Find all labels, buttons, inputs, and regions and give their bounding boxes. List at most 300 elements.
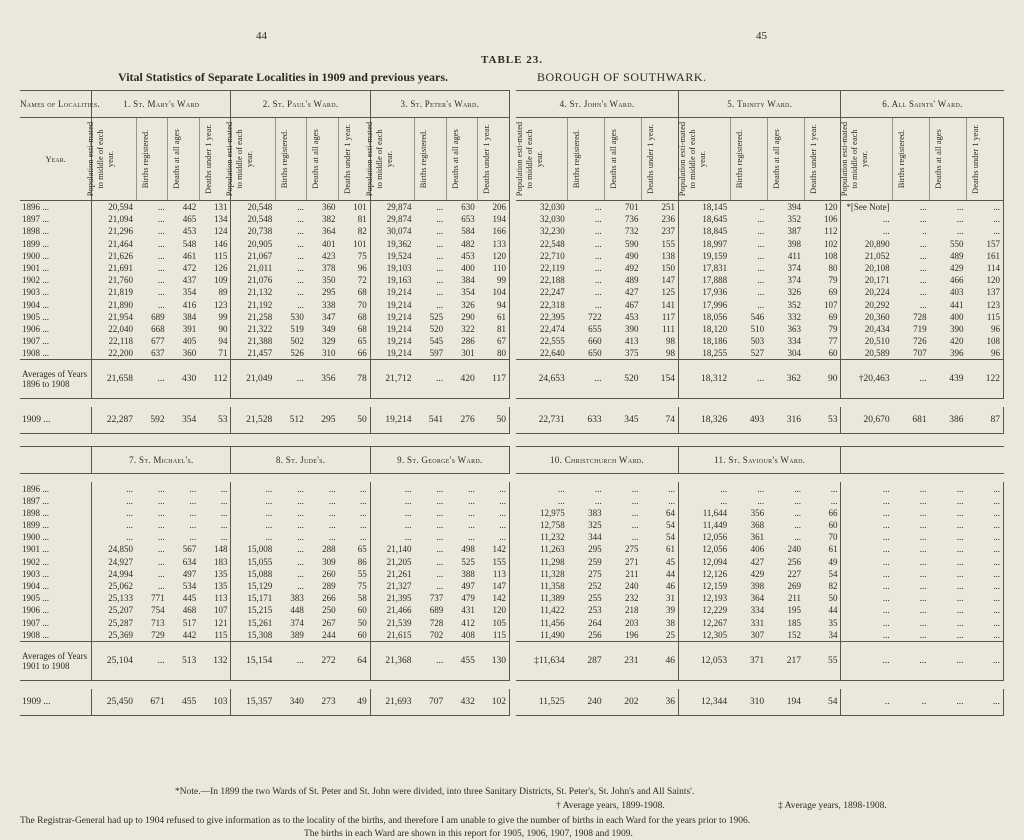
table-cell: ... xyxy=(882,532,890,543)
table-cell: 21,192 xyxy=(247,299,273,310)
table-cell: ... xyxy=(468,507,475,518)
footnote-births-shown: The births in each Ward are shown in this report for 1905, 1906, 1907, 1908 and 1909. xyxy=(304,829,633,839)
table-cell: 32,030 xyxy=(539,214,565,225)
table-cell: ... xyxy=(157,581,165,592)
table-row xyxy=(20,262,510,274)
year-cell: 1896 ... xyxy=(20,201,92,214)
table-cell: 19,214 xyxy=(386,311,412,322)
table-cell: 467 xyxy=(625,299,639,310)
year-cell: 1899 ... xyxy=(20,238,92,250)
table-cell: 31 xyxy=(642,592,679,604)
table-cell: ... xyxy=(794,507,801,518)
table-cell: ... xyxy=(339,531,371,543)
averages-cell: 287 xyxy=(568,641,605,680)
table-cell: 406 xyxy=(750,544,765,555)
table-row xyxy=(20,617,510,629)
table-cell: 22,287 xyxy=(92,407,136,434)
table-cell: ... xyxy=(882,581,890,592)
averages-cell: ... xyxy=(966,641,1003,680)
year-cell: 1908 ... xyxy=(20,629,92,642)
column-header-label: Deaths under 1 year. xyxy=(202,123,213,194)
table-cell: ... xyxy=(919,214,927,225)
table-cell: 50 xyxy=(339,617,371,629)
table-cell: 22,474 xyxy=(539,323,565,334)
column-header-label: Deaths under 1 year. xyxy=(807,123,818,194)
table-cell: ... xyxy=(297,532,304,543)
ward-name: 6. All Saints' Ward. xyxy=(841,91,1004,118)
year-header: Year. xyxy=(20,118,92,201)
table-cell: ... xyxy=(478,495,510,507)
table-cell: 21,011 xyxy=(247,263,273,274)
averages-cell: 272 xyxy=(307,641,339,680)
table-cell: 259 xyxy=(588,556,602,567)
averages-cell: 439 xyxy=(930,360,967,399)
table-cell: ... xyxy=(339,495,371,507)
table-row xyxy=(20,225,510,237)
table-cell: 82 xyxy=(804,580,841,592)
table-cell: 113 xyxy=(478,568,510,580)
table-cell: 309 xyxy=(322,556,336,567)
table-cell: 21,528 xyxy=(231,407,275,434)
table-cell: 344 xyxy=(588,532,602,543)
table-cell: 115 xyxy=(967,311,1004,323)
table-cell: ... xyxy=(882,520,890,531)
ward-header-row xyxy=(516,91,1004,118)
table-cell: ... xyxy=(956,568,964,579)
table-cell: 81 xyxy=(478,323,510,335)
table-cell: 195 xyxy=(787,605,801,616)
table-cell: ... xyxy=(882,226,890,237)
column-header xyxy=(136,118,168,201)
year-cell: 1899 ... xyxy=(20,519,92,531)
table-cell: 331 xyxy=(750,617,765,628)
table-cell: ... xyxy=(804,482,841,494)
table-cell: 64 xyxy=(642,507,679,519)
table-cell: 420 xyxy=(950,336,964,347)
ward-name: 3. St. Peter's Ward. xyxy=(370,91,509,118)
table-cell: 68 xyxy=(339,323,371,335)
table-cell: ... xyxy=(882,593,890,604)
ward-name: 1. St. Mary's Ward xyxy=(92,91,231,118)
table-cell: ... xyxy=(956,483,964,494)
table-cell: ... xyxy=(468,495,475,506)
table-cell: 12,975 xyxy=(539,507,565,518)
year-cell: 1903 ... xyxy=(20,568,92,580)
tables-row xyxy=(20,446,1004,715)
table-cell: 590 xyxy=(625,238,639,249)
table-cell: 519 xyxy=(290,323,304,334)
ward-header-row xyxy=(516,447,1004,474)
table-cell: 138 xyxy=(642,250,679,262)
table-cell: 405 xyxy=(182,336,197,347)
column-header-label: Births registered. xyxy=(418,129,428,188)
table-row xyxy=(20,274,510,286)
table-cell: 520 xyxy=(429,323,444,334)
table-cell: ... xyxy=(328,507,336,518)
averages-cell: 90 xyxy=(804,360,841,399)
column-header xyxy=(224,118,275,201)
ward-name: 2. St. Paul's Ward. xyxy=(231,91,370,118)
table-cell: ... xyxy=(157,238,165,249)
table-cell: 541 xyxy=(415,407,447,434)
table-cell: 60 xyxy=(339,629,371,642)
table-row xyxy=(20,250,510,262)
table-cell: ... xyxy=(882,605,890,616)
table-cell: 368 xyxy=(750,520,765,531)
spacer-row xyxy=(516,399,1004,408)
table-cell: 147 xyxy=(642,274,679,286)
table-cell: 349 xyxy=(322,323,336,334)
table-cell: 75 xyxy=(339,250,371,262)
table-cell: ... xyxy=(339,482,371,494)
averages-cell: ... xyxy=(275,360,307,399)
table-cell: 384 xyxy=(461,275,475,286)
table-cell: 22,395 xyxy=(539,311,565,322)
table-cell: ... xyxy=(297,214,304,225)
averages-cell: 12,053 xyxy=(678,641,730,680)
table-cell: ... xyxy=(956,520,964,531)
table-cell: 24,850 xyxy=(108,544,134,555)
table-cell: 329 xyxy=(322,336,336,347)
table-cell: ... xyxy=(265,495,273,506)
table-cell: 332 xyxy=(787,311,802,322)
column-header xyxy=(415,118,447,201)
table-cell: 101 xyxy=(339,238,371,250)
column-header xyxy=(930,118,967,201)
table-cell: 102 xyxy=(478,689,510,716)
column-header-label: Deaths at all ages xyxy=(770,128,781,189)
table-cell: ... xyxy=(956,617,964,628)
table-cell: 54 xyxy=(642,531,679,543)
column-header xyxy=(767,118,804,201)
table-row xyxy=(20,556,510,568)
table-cell: 20,224 xyxy=(864,287,890,298)
table-cell: 17,996 xyxy=(702,299,728,310)
spacer-row xyxy=(20,680,510,689)
table-cell: ... xyxy=(594,483,602,494)
table-row xyxy=(516,580,1004,592)
column-header xyxy=(642,118,679,201)
table-cell: 108 xyxy=(967,335,1004,347)
table-cell: 401 xyxy=(322,238,336,249)
table-row xyxy=(516,556,1004,568)
table-cell: 310 xyxy=(730,689,767,716)
table-cell: 21,539 xyxy=(386,617,412,628)
ward-name: 10. Christchurch Ward. xyxy=(516,447,678,474)
averages-cell: ... xyxy=(930,641,967,680)
table-cell: ... xyxy=(265,483,273,494)
table-cell: 30,074 xyxy=(386,226,412,237)
table-cell: 493 xyxy=(730,407,767,434)
table-cell: ... xyxy=(157,226,165,237)
table-cell: 360 xyxy=(182,348,197,359)
table-cell: 25,287 xyxy=(108,617,134,628)
table-cell: 489 xyxy=(625,275,639,286)
table-cell: 429 xyxy=(750,568,765,579)
ward-name: 5. Trinity Ward. xyxy=(678,91,840,118)
table-cell: ... xyxy=(557,495,565,506)
averages-cell: ... xyxy=(893,641,930,680)
column-header xyxy=(605,118,642,201)
table-cell: 71 xyxy=(199,347,231,360)
table-cell: 18,645 xyxy=(702,214,728,225)
table-cell: 736 xyxy=(625,214,639,225)
table-cell: 22,200 xyxy=(108,348,134,359)
table-cell: ... xyxy=(478,519,510,531)
table-cell: ... xyxy=(436,556,444,567)
table-cell: 413 xyxy=(625,336,639,347)
table-cell: 630 xyxy=(461,202,475,213)
table-cell: 256 xyxy=(787,556,801,567)
table-cell: 19,214 xyxy=(386,323,412,334)
averages-cell: ... xyxy=(275,641,307,680)
table-cell: ... xyxy=(199,507,231,519)
averages-cell: 455 xyxy=(446,641,478,680)
year-cell: 1902 ... xyxy=(20,556,92,568)
table-row xyxy=(516,323,1004,335)
table-cell: 352 xyxy=(787,214,802,225)
table-cell: 19,214 xyxy=(386,299,412,310)
column-header-label: Deaths at all ages xyxy=(310,128,321,189)
table-cell: 22,555 xyxy=(539,336,565,347)
table-cell: 142 xyxy=(478,592,510,604)
table-cell: 72 xyxy=(339,274,371,286)
table-cell: 166 xyxy=(478,225,510,237)
table-cell: 25,207 xyxy=(108,605,134,616)
table-cell: 17,936 xyxy=(702,287,728,298)
table-cell: 20,594 xyxy=(108,202,134,213)
table-cell: 80 xyxy=(804,262,841,274)
table-cell: 21,691 xyxy=(108,263,134,274)
table-cell: 69 xyxy=(804,311,841,323)
table-cell: 12,344 xyxy=(678,689,730,716)
column-header-label: Deaths under 1 year. xyxy=(970,123,980,194)
column-header-label: Population esti-mated to middle of each year. xyxy=(224,121,255,196)
year-cell: 1898 ... xyxy=(20,225,92,237)
table-cell: 55 xyxy=(339,568,371,580)
table-cell: 124 xyxy=(199,225,231,237)
table-cell: 482 xyxy=(461,238,475,249)
table-cell: 11,328 xyxy=(540,568,565,579)
table-cell: 396 xyxy=(950,348,964,359)
table-cell: 12,758 xyxy=(539,520,565,531)
table-cell: 423 xyxy=(322,250,336,261)
table-cell: 356 xyxy=(750,507,765,518)
table-cell: 58 xyxy=(339,592,371,604)
table-cell: 39 xyxy=(642,604,679,616)
column-header xyxy=(363,118,414,201)
averages-row xyxy=(20,641,510,680)
table-cell: 53 xyxy=(804,407,841,434)
table-cell: 707 xyxy=(913,348,927,359)
table-cell: 11,389 xyxy=(540,593,565,604)
table-cell: 637 xyxy=(151,348,165,359)
table-cell: 726 xyxy=(913,336,927,347)
table-cell: 61 xyxy=(642,543,679,555)
table-cell: ... xyxy=(404,532,412,543)
table-cell: 18,145 xyxy=(702,202,728,213)
table-cell: ... xyxy=(956,605,964,616)
table-cell: 442 xyxy=(182,202,197,213)
year-cell: 1907 ... xyxy=(20,335,92,347)
table-cell: 155 xyxy=(642,238,679,250)
table-cell: 19,103 xyxy=(386,263,412,274)
ward-name: 11. St. Saviour's Ward. xyxy=(678,447,840,474)
table-cell: ... xyxy=(956,214,964,225)
table-cell: ... xyxy=(966,531,1003,543)
table-cell: 79 xyxy=(804,274,841,286)
table-cell: 411 xyxy=(787,250,802,261)
averages-cell: 520 xyxy=(605,360,642,399)
table-cell: 183 xyxy=(199,556,231,568)
table-cell: ... xyxy=(594,226,602,237)
table-cell: 106 xyxy=(804,213,841,225)
table-cell: ... xyxy=(919,617,927,628)
averages-cell: ... xyxy=(730,360,767,399)
ward-name: 7. St. Michael's. xyxy=(92,447,231,474)
table-cell: 295 xyxy=(307,407,339,434)
table-row xyxy=(516,347,1004,360)
table-cell: 123 xyxy=(199,299,231,311)
table-cell: 22,640 xyxy=(539,348,565,359)
table-cell: 490 xyxy=(625,250,639,261)
table-cell: ... xyxy=(966,519,1003,531)
table-cell: ... xyxy=(956,593,964,604)
column-header xyxy=(568,118,605,201)
table-cell: 114 xyxy=(967,262,1004,274)
table-cell: 68 xyxy=(339,311,371,323)
year-1909-row xyxy=(20,407,510,434)
table-cell: 18,326 xyxy=(678,407,730,434)
table-cell: 107 xyxy=(199,604,231,616)
table-cell: 634 xyxy=(182,556,197,567)
ward-name xyxy=(841,447,1004,474)
top-left-table xyxy=(20,90,510,434)
table-cell: 19,214 xyxy=(386,348,412,359)
table-cell: ... xyxy=(966,604,1003,616)
column-header xyxy=(168,118,200,201)
averages-cell: 420 xyxy=(446,360,478,399)
table-cell: ... xyxy=(594,263,602,274)
year-cell: 1902 ... xyxy=(20,274,92,286)
table-cell: 18,255 xyxy=(702,348,728,359)
table-cell: 75 xyxy=(339,580,371,592)
year-cell: 1909 ... xyxy=(20,689,92,716)
table-cell: 390 xyxy=(625,323,639,334)
table-cell: ... xyxy=(265,532,273,543)
table-cell: ... xyxy=(157,275,165,286)
table-cell: 408 xyxy=(461,629,475,640)
table-cell: ... xyxy=(436,507,444,518)
table-cell: 527 xyxy=(750,348,765,359)
table-cell: ... xyxy=(966,507,1003,519)
table-cell: 21,626 xyxy=(108,250,134,261)
table-cell: 429 xyxy=(950,263,964,274)
table-cell: 32,230 xyxy=(539,226,565,237)
table-cell: 307 xyxy=(750,629,765,640)
table-cell: 44 xyxy=(804,604,841,616)
table-cell: ... xyxy=(157,495,165,506)
table-cell: ... xyxy=(631,495,639,506)
column-header-label: Births registered. xyxy=(571,129,582,188)
table-row xyxy=(20,519,510,531)
column-header xyxy=(478,118,510,201)
table-cell: 503 xyxy=(750,336,765,347)
table-cell: ... xyxy=(157,507,165,518)
table-cell: ... xyxy=(757,263,765,274)
year-cell: 1908 ... xyxy=(20,347,92,360)
table-cell: 135 xyxy=(199,568,231,580)
table-row xyxy=(516,495,1004,507)
table-cell: ... xyxy=(126,483,134,494)
table-cell: 11,644 xyxy=(702,507,728,518)
table-cell: 36 xyxy=(642,689,679,716)
table-cell: 21,760 xyxy=(108,275,134,286)
table-cell: 227 xyxy=(787,568,801,579)
table-cell: 340 xyxy=(275,689,307,716)
table-cell: 20,171 xyxy=(864,275,890,286)
table-cell: 11,358 xyxy=(540,581,565,592)
table-cell: 19,163 xyxy=(386,275,412,286)
table-cell: 338 xyxy=(322,299,336,310)
averages-cell: 371 xyxy=(730,641,767,680)
table-cell: 194 xyxy=(478,213,510,225)
table-cell: ... xyxy=(631,507,639,518)
top-section xyxy=(20,90,1004,434)
averages-cell: 513 xyxy=(168,641,200,680)
table-cell: ... xyxy=(328,520,336,531)
table-cell: 382 xyxy=(322,214,336,225)
table-cell: 45 xyxy=(642,556,679,568)
table-cell: 394 xyxy=(787,202,802,213)
table-cell: 681 xyxy=(893,407,930,434)
table-cell: 288 xyxy=(322,544,336,555)
table-cell: ... xyxy=(297,495,304,506)
table-cell: ... xyxy=(757,214,765,225)
table-cell: ... xyxy=(297,226,304,237)
table-cell: 754 xyxy=(151,605,165,616)
table-cell: ... xyxy=(956,544,964,555)
table-cell: 15,055 xyxy=(247,556,273,567)
table-cell: 113 xyxy=(199,592,231,604)
table-row xyxy=(20,507,510,519)
table-cell: 517 xyxy=(182,617,197,628)
table-cell: 266 xyxy=(322,593,336,604)
table-cell: 20,360 xyxy=(864,311,890,322)
table-cell: 11,456 xyxy=(540,617,565,628)
table-row xyxy=(516,507,1004,519)
table-cell: 384 xyxy=(182,311,197,322)
table-cell: ... xyxy=(199,531,231,543)
table-cell: ... xyxy=(328,495,336,506)
table-cell: 146 xyxy=(199,238,231,250)
table-cell: 22,318 xyxy=(539,299,565,310)
table-cell: 110 xyxy=(478,262,510,274)
table-cell: 34 xyxy=(804,629,841,642)
table-cell: 374 xyxy=(290,617,304,628)
table-cell: 161 xyxy=(967,250,1004,262)
table-cell: 50 xyxy=(339,407,371,434)
table-cell: 550 xyxy=(950,238,964,249)
table-row xyxy=(20,323,510,335)
column-header-label: Deaths under 1 year. xyxy=(645,123,656,194)
table-cell: 68 xyxy=(339,286,371,298)
table-cell: 345 xyxy=(605,407,642,434)
table-cell: 267 xyxy=(322,617,336,628)
table-cell: 12,229 xyxy=(702,605,728,616)
table-cell: 12,193 xyxy=(702,593,728,604)
ward-name: 9. St. George's Ward. xyxy=(370,447,509,474)
